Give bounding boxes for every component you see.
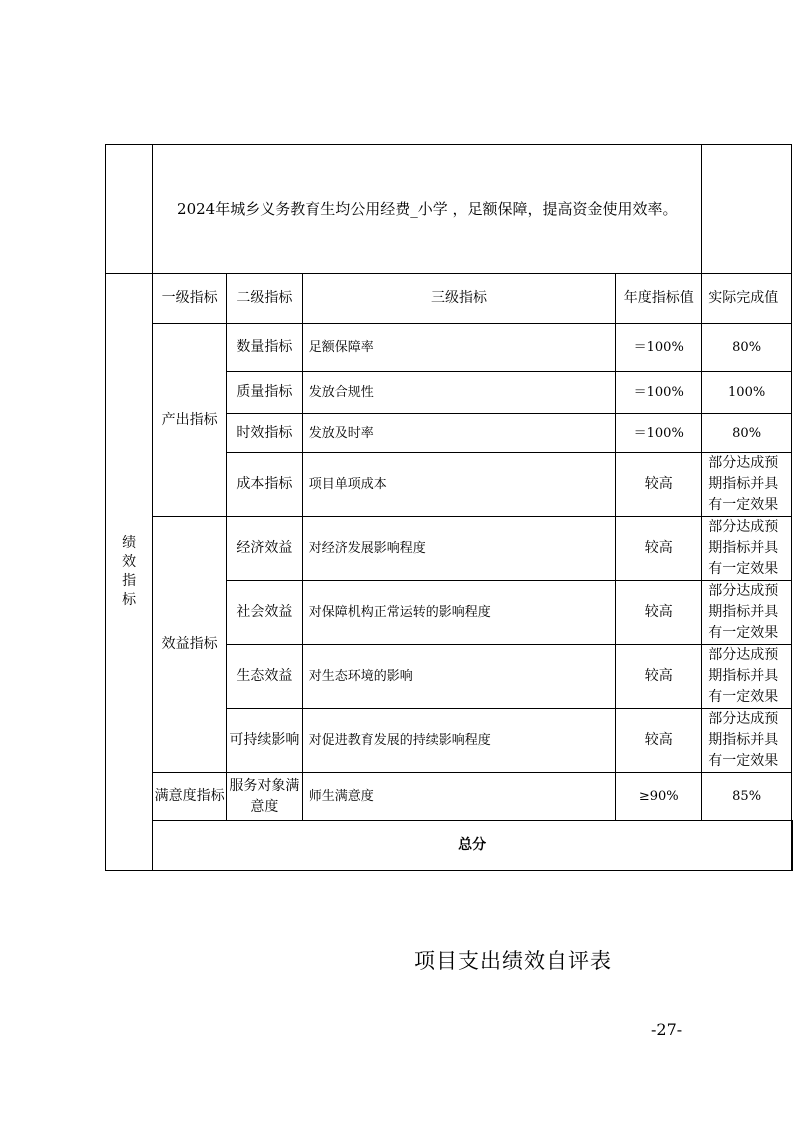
total-row xyxy=(106,821,793,871)
target-cell: ＝100% xyxy=(616,372,702,414)
level3-cell: 发放合规性 xyxy=(302,372,616,414)
performance-table xyxy=(105,144,793,871)
header-level2: 二级指标 xyxy=(227,274,303,324)
header-actual: 实际完成值 xyxy=(702,274,792,324)
level3-cell: 师生满意度 xyxy=(302,773,616,821)
level2-cell: 数量指标 xyxy=(227,324,303,372)
actual-cell: 85% xyxy=(702,773,792,821)
total-value xyxy=(792,821,793,871)
header-row xyxy=(106,274,793,324)
performance-group-label xyxy=(106,274,153,871)
level2-cell: 经济效益 xyxy=(227,517,303,581)
actual-cell: 100% xyxy=(702,372,792,414)
table-row xyxy=(106,773,793,821)
level2-cell: 生态效益 xyxy=(227,645,303,709)
level3-cell: 对生态环境的影响 xyxy=(302,645,616,709)
level2-cell: 时效指标 xyxy=(227,414,303,453)
group-label-text: 绩效指标 xyxy=(122,534,137,608)
level1-benefit: 效益指标 xyxy=(153,517,227,773)
actual-cell: 80% xyxy=(702,414,792,453)
target-cell: ＝100% xyxy=(616,414,702,453)
level3-cell: 对促进教育发展的持续影响程度 xyxy=(302,709,616,773)
target-cell: 较高 xyxy=(616,517,702,581)
level3-cell: 项目单项成本 xyxy=(302,453,616,517)
page-number: -27- xyxy=(651,1020,683,1039)
level2-cell: 服务对象满意度 xyxy=(227,773,303,821)
level3-cell: 发放及时率 xyxy=(302,414,616,453)
total-label: 总分 xyxy=(153,821,792,871)
target-cell: ＝100% xyxy=(616,324,702,372)
level1-output: 产出指标 xyxy=(153,324,227,517)
target-cell: 较高 xyxy=(616,581,702,645)
target-cell: ≥90% xyxy=(616,773,702,821)
goal-row xyxy=(106,145,793,274)
level2-cell: 质量指标 xyxy=(227,372,303,414)
level3-cell: 对保障机构正常运转的影响程度 xyxy=(302,581,616,645)
level3-cell: 对经济发展影响程度 xyxy=(302,517,616,581)
target-cell: 较高 xyxy=(616,453,702,517)
header-level1: 一级指标 xyxy=(153,274,227,324)
actual-cell: 部分达成预期指标并具有一定效果 xyxy=(702,709,792,773)
actual-cell: 部分达成预期指标并具有一定效果 xyxy=(702,581,792,645)
document-title: 项目支出绩效自评表 xyxy=(414,949,612,973)
goal-text: 2024年城乡义务教育生均公用经费_小学 ，足额保障，提高资金使用效率。 xyxy=(153,145,702,274)
target-cell: 较高 xyxy=(616,709,702,773)
level2-cell: 可持续影响 xyxy=(227,709,303,773)
actual-cell: 部分达成预期指标并具有一定效果 xyxy=(702,645,792,709)
actual-cell: 部分达成预期指标并具有一定效果 xyxy=(702,517,792,581)
level3-cell: 足额保障率 xyxy=(302,324,616,372)
target-cell: 较高 xyxy=(616,645,702,709)
actual-cell: 部分达成预期指标并具有一定效果 xyxy=(702,453,792,517)
actual-cell: 80% xyxy=(702,324,792,372)
level1-satisfaction: 满意度指标 xyxy=(153,773,227,821)
table-row xyxy=(106,324,793,372)
header-annual-target: 年度指标值 xyxy=(616,274,702,324)
level2-cell: 社会效益 xyxy=(227,581,303,645)
level2-cell: 成本指标 xyxy=(227,453,303,517)
table-row xyxy=(106,517,793,581)
header-level3: 三级指标 xyxy=(302,274,616,324)
